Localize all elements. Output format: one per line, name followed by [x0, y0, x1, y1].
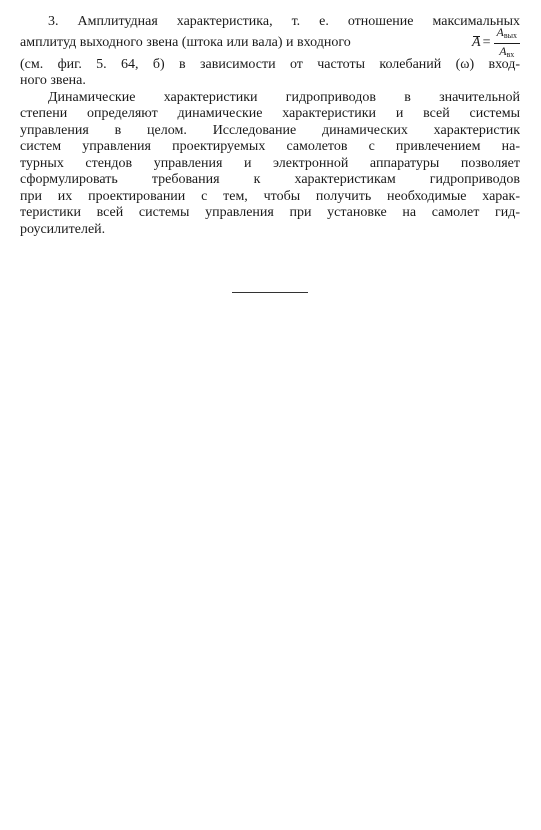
paragraph-2-line-8: теристики всей системы управления при установке на самолет гид-: [20, 205, 520, 220]
paragraph-2-line-4: систем управления проектируемых самолетов с привлечением на-: [20, 139, 520, 154]
numerator-base: A: [496, 25, 504, 39]
formula-equals: =: [482, 35, 491, 51]
paragraph-1-line-2-text: амплитуд выходного звена (штока или вала) и входного: [20, 35, 351, 51]
denominator-base: A: [499, 44, 507, 58]
amplitude-ratio-formula: [472, 26, 520, 61]
paragraph-1-line-3: (см. фиг. 5. 64, б) в зависимости от частоты колебаний (ω) вход-: [20, 56, 520, 72]
formula-numerator: [494, 26, 521, 44]
paragraph-2-line-7: при их проектировании с тем, чтобы получить необходимые харак-: [20, 188, 520, 204]
paragraph-2-line-1: Динамические характеристики гидроприводов в значительной: [48, 89, 520, 105]
paragraph-2-line-3: управления в целом. Исследование динамических характеристик: [20, 122, 520, 138]
paragraph-2-line-9: роусилителей.: [20, 221, 106, 237]
paragraph-2-line-6: сформулировать требования к характеристикам гидроприводов: [20, 172, 520, 187]
formula-fraction: [494, 26, 521, 61]
numerator-subscript: вых: [503, 31, 517, 40]
paragraph-1-line-1: 3. Амплитудная характеристика, т. е. отношение максимальных: [48, 14, 520, 29]
paragraph-2-line-2: степени определяют динамические характеристики и всей системы: [20, 106, 520, 121]
paragraph-1-line-4: ного звена.: [20, 73, 86, 88]
paragraph-2-line-5: турных стендов управления и электронной аппаратуры позволяет: [20, 155, 520, 171]
section-end-rule: [232, 292, 308, 293]
denominator-subscript: вх: [506, 50, 515, 59]
page-text: [20, 14, 520, 238]
paragraph-1-line-2: [20, 25, 520, 59]
formula-symbol: A: [472, 35, 481, 51]
